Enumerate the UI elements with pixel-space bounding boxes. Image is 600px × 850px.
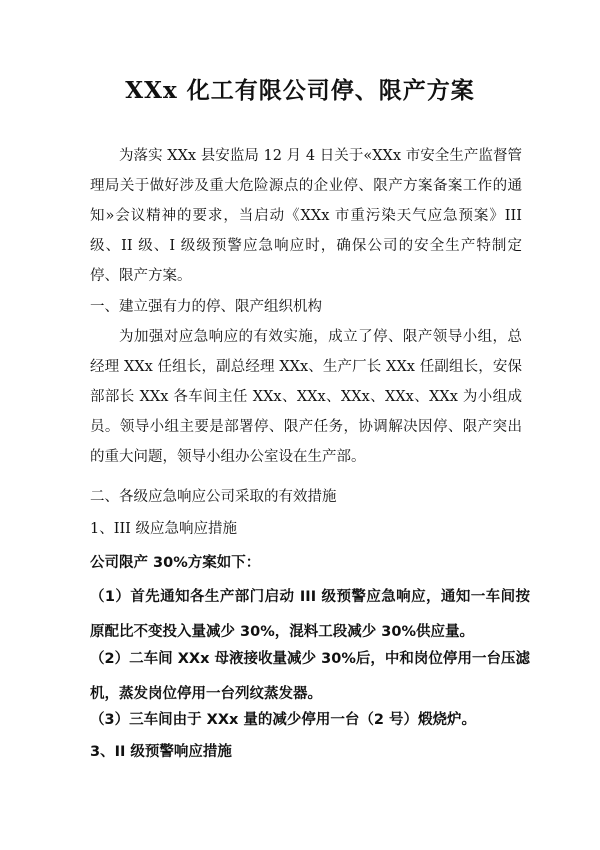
document-title: XXx 化工有限公司停、限产方案 <box>125 77 475 104</box>
sub1-heading: 1、III 级应急响应措施 <box>90 521 238 537</box>
section2-heading: 二、各级应急响应公司采取的有效措施 <box>90 489 337 505</box>
measure-item-3: （3）三车间由于 XXx 量的减少停用一台（2 号）煅烧炉。 <box>90 712 477 728</box>
section1-paragraph: 为加强对应急响应的有效实施，成立了停、限产领导小组，总经理 XXx 任组长，副总经理 XXx、生产厂长 XXx 任副组长，安保部部长 XXx 各车间主任 XXx、XXx、XXx、XXx、XXx 为小组成员。领导小组主要是部署停、限产任务，协调解决因停、限产突出的重大问题，领导小组办公室设在生产部。 <box>90 329 522 465</box>
sub3-heading: 3、II 级预警响应措施 <box>90 744 232 760</box>
intro-paragraph: 为落实 XXx 县安监局 12 月 4 日关于«XXx 市安全生产监督管理局关于做好涉及重大危险源点的企业停、限产方案备案工作的通知»会议精神的要求，当启动《XXx 市重污染天气应急预案》III 级、II 级、I 级级预警应急响应时，确保公司的安全生产特制定停、限产方案。 <box>90 148 522 284</box>
section1-heading: 一、建立强有力的停、限产组织机构 <box>90 299 322 315</box>
measure-item-2: （2）二车间 XXx 母液接收量减少 30%后，中和岗位停用一台压滤机，蒸发岗位停用一台列纹蒸发器。 <box>90 651 530 702</box>
measure-item-1: （1）首先通知各生产部门启动 III 级预警应急响应，通知一车间按原配比不变投入量减少 30%，混料工段减少 30%供应量。 <box>90 589 530 640</box>
plan-intro: 公司限产 30%方案如下： <box>90 555 261 571</box>
